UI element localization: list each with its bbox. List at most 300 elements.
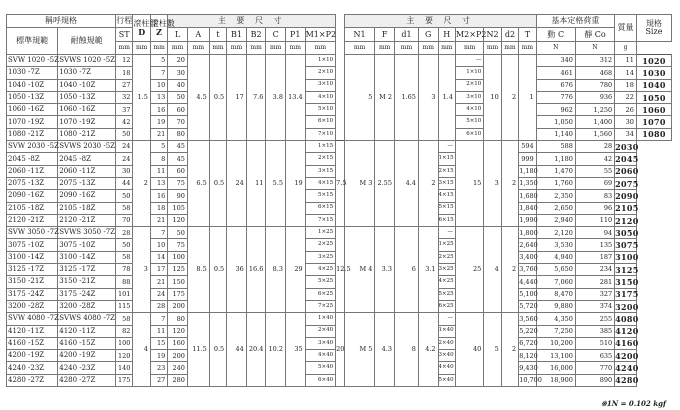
dim-b1-cell: 24: [227, 141, 247, 227]
standard-model-cell: 2045 -8Z: [7, 153, 58, 165]
unit-cell: mm: [519, 42, 536, 55]
dim-p1-cell: 35: [285, 313, 305, 387]
standard-model-cell: 2090 -16Z: [7, 190, 58, 202]
dim-m2p2-cell: 1×40: [438, 325, 455, 337]
dim-m1p2-cell: 4×25: [305, 264, 336, 276]
corrosion-model-cell: 2045 -8Z: [58, 153, 116, 165]
size-code-cell: 1030: [636, 67, 671, 79]
standard-model-cell: 1080 -21Z: [7, 128, 58, 140]
ball-count-cell: 7: [150, 227, 167, 239]
spec-group: [7, 141, 672, 227]
dim-l-cell: 50: [168, 91, 188, 103]
ball-count-cell: 7: [150, 313, 167, 325]
corrosion-model-cell: 2090 -16Z: [58, 190, 116, 202]
corrosion-model-cell: 2060 -11Z: [58, 165, 116, 177]
dim-b2-header: B2: [246, 28, 266, 42]
spec-group: [7, 55, 672, 141]
dim-m1p2-header: M1×P2: [305, 28, 336, 42]
unit-cell: mm: [285, 42, 305, 55]
unit-cell: mm: [455, 42, 483, 55]
dim-b1-cell: 17: [227, 55, 247, 141]
ball-count-cell: 21: [150, 128, 167, 140]
dim-c-cell: 3.8: [266, 55, 286, 141]
dim-t-cell: 0.5: [209, 227, 226, 313]
size-code-cell: 1080: [636, 128, 671, 140]
corrosion-model-cell: SVWS 3050 -7Z: [58, 227, 116, 239]
static-load-cell: 312: [575, 55, 614, 67]
dim-l-cell: 75: [168, 239, 188, 251]
mass-cell: 11: [615, 55, 637, 67]
ball-count-cell: 10: [150, 239, 167, 251]
dim-n1-header: N1: [344, 28, 375, 42]
dynamic-load-cell: 5,720: [519, 300, 536, 312]
ball-count-symbol: Z: [156, 26, 163, 37]
stroke-cell: 101: [116, 288, 133, 300]
corrosion-model-cell: 3075 -10Z: [58, 239, 116, 251]
dim-d1-cell: 4.3: [375, 313, 395, 387]
corrosion-model-cell: 3100 -14Z: [58, 251, 116, 263]
ball-count-cell: 5: [150, 55, 167, 67]
spec-table: [6, 14, 672, 387]
main-dims-right-header: 主 要 尺 寸: [344, 15, 536, 28]
dim-l-cell: 40: [168, 79, 188, 91]
mass-cell: 255: [575, 313, 614, 325]
ball-count-cell: 8: [150, 153, 167, 165]
dynamic-load-cell: 1,840: [519, 202, 536, 214]
dim-m2p2-cell: 5×40: [438, 374, 455, 386]
dim-m1p2-cell: 6×10: [305, 116, 336, 128]
standard-model-cell: SVW 1020 -5Z: [7, 55, 58, 67]
unit-cell: mm: [344, 42, 375, 55]
dim-t-cell: 0.5: [209, 313, 226, 387]
dynamic-load-cell: 1,800: [519, 227, 536, 239]
dim-b2-cell: 16.6: [246, 227, 266, 313]
stroke-cell: 58: [116, 202, 133, 214]
dim-m2p2-cell: 3×25: [438, 264, 455, 276]
mass-cell: 770: [575, 362, 614, 374]
dim-m2p2-cell: 4×25: [438, 276, 455, 288]
dim-m1p2-cell: 4×10: [305, 91, 336, 103]
unit-cell: mm: [501, 42, 518, 55]
dim-b2-cell: 20.4: [246, 313, 266, 387]
ball-count-cell: 17: [150, 264, 167, 276]
ball-count-cell: 7: [150, 67, 167, 79]
static-symbol: Co: [594, 29, 606, 39]
dim-l-cell: 240: [168, 362, 188, 374]
mass-header: 質量: [615, 15, 637, 42]
stroke-cell: 44: [116, 177, 133, 189]
dim-t-cell: 0.5: [209, 141, 226, 227]
dim-m1p2-cell: 4×40: [305, 350, 336, 362]
static-load-cell: 5,650: [536, 264, 575, 276]
dim-l-cell: 280: [168, 374, 188, 386]
ball-dia-cell: 1.5: [133, 55, 150, 141]
ball-count-cell: 18: [150, 202, 167, 214]
stroke-cell: 50: [116, 239, 133, 251]
mass-cell: 96: [575, 202, 614, 214]
unit-cell: mm: [227, 42, 247, 55]
dim-d1-header: d1: [394, 28, 418, 42]
ball-count-cell: 27: [150, 374, 167, 386]
stroke-cell: 82: [116, 325, 133, 337]
size-code-cell: 3100: [615, 252, 639, 263]
dim-m2p2-cell: 5×25: [438, 288, 455, 300]
dynamic-load-cell: 5,100: [519, 288, 536, 300]
dim-m2p2-cell: —: [455, 55, 483, 67]
mass-cell: 34: [615, 128, 637, 140]
size-header: [636, 15, 671, 42]
dim-l-cell: 100: [168, 251, 188, 263]
unit-cell: N: [575, 42, 614, 55]
stroke-cell: 100: [116, 337, 133, 349]
unit-cell: mm: [375, 42, 395, 55]
standard-model-cell: SVW 2030 -5Z: [7, 141, 58, 153]
corrosion-model-cell: 2120 -21Z: [58, 214, 116, 226]
standard-model-cell: 3075 -10Z: [7, 239, 58, 251]
dim-m2p2-cell: —: [438, 227, 455, 239]
static-load-cell: 1,180: [536, 153, 575, 165]
ball-dia-symbol: D: [138, 26, 146, 37]
dim-n1-cell: 20: [336, 313, 345, 387]
dim-d1-cell: 2.55: [375, 141, 395, 227]
ball-count-cell: 13: [150, 91, 167, 103]
size-code-cell: 2045: [615, 154, 639, 165]
dim-f-cell: M 4: [344, 227, 375, 313]
size-code-cell: 4120: [615, 326, 639, 337]
dynamic-load-cell: 1,180: [519, 165, 536, 177]
static-load-cell: 468: [575, 67, 614, 79]
standard-model-cell: 3150 -21Z: [7, 276, 58, 288]
dim-d1-cell: 1.65: [394, 55, 418, 141]
unit-cell: N: [536, 42, 575, 55]
standard-model-cell: 4200 -19Z: [7, 350, 58, 362]
corrosion-model-cell: 4160 -15Z: [58, 337, 116, 349]
stroke-cell: 140: [116, 362, 133, 374]
dim-n2-cell: 25: [455, 227, 483, 313]
stroke-cell: 32: [116, 91, 133, 103]
series-name-header: 稱呼規格: [7, 15, 116, 28]
unit-cell: mm: [394, 42, 418, 55]
dim-m1p2-cell: 5×10: [305, 104, 336, 116]
dim-n2-cell: 15: [455, 141, 483, 227]
dim-m1p2-cell: 2×25: [305, 239, 336, 251]
dim-c-cell: 10.2: [266, 313, 286, 387]
static-load-cell: 3,530: [536, 239, 575, 251]
dim-m2p2-cell: 1×15: [438, 153, 455, 165]
corrosion-model-cell: SVWS 4080 -7Z: [58, 313, 116, 325]
dim-b2-cell: 11: [246, 141, 266, 227]
dim-m1p2-cell: 2×15: [305, 153, 336, 165]
corrosion-spec-header: 耐蝕規範: [58, 28, 116, 55]
dim-l-cell: 20: [168, 55, 188, 67]
dim-a-header: A: [187, 28, 209, 42]
corrosion-model-cell: 1040 -10Z: [58, 79, 116, 91]
size-label-en: Size: [645, 27, 663, 36]
dim-l-cell: 80: [168, 128, 188, 140]
size-code-cell: 3075: [615, 240, 639, 251]
table-row: [7, 313, 672, 325]
dim-g-cell: 4.4: [394, 141, 418, 227]
unit-cell: mm: [187, 42, 209, 55]
static-load-cell: 780: [575, 79, 614, 91]
standard-model-cell: 1070 -19Z: [7, 116, 58, 128]
size-code-cell: 2120: [615, 215, 639, 226]
dim-n1-cell: 5: [344, 55, 375, 141]
dynamic-load-cell: 8,120: [519, 350, 536, 362]
mass-cell: 28: [575, 141, 614, 153]
standard-model-cell: 4280 -27Z: [7, 374, 58, 386]
dim-m2p2-cell: 2×40: [438, 337, 455, 349]
unit-cell: mm: [266, 42, 286, 55]
dim-p1-cell: 29: [285, 227, 305, 313]
dim-p1-cell: 19: [285, 141, 305, 227]
column-gap-body: [336, 55, 345, 141]
stroke-cell: 24: [116, 141, 133, 153]
size-code-cell: 1050: [636, 91, 671, 103]
dim-m1p2-cell: 1×15: [305, 141, 336, 153]
dim-m1p2-cell: 7×15: [305, 214, 336, 226]
dim-p1-cell: 13.4: [285, 55, 305, 141]
dynamic-load-cell: 3,760: [519, 264, 536, 276]
static-load-cell: 2,940: [536, 214, 575, 226]
dynamic-load-cell: 5,220: [519, 325, 536, 337]
dim-a-cell: 8.5: [187, 227, 209, 313]
static-load-header: [575, 28, 614, 42]
dim-l-cell: 120: [168, 325, 188, 337]
dim-m2p2-cell: —: [438, 141, 455, 153]
dynamic-symbol: C: [557, 29, 565, 39]
ball-count-cell: 21: [150, 214, 167, 226]
ball-count-cell: 19: [150, 350, 167, 362]
dim-t2-cell: 2: [501, 227, 518, 313]
dim-l-cell: 120: [168, 214, 188, 226]
dim-h-cell: 1.4: [438, 55, 455, 141]
ball-count-cell: 19: [150, 116, 167, 128]
stroke-cell: 115: [116, 300, 133, 312]
dynamic-load-cell: 3,400: [519, 251, 536, 263]
stroke-cell: 37: [116, 104, 133, 116]
size-code-cell: 2105: [615, 203, 639, 214]
dim-d1-cell: 3.3: [375, 227, 395, 313]
dim-m2p2-cell: 4×40: [438, 362, 455, 374]
dim-t2-cell: 2: [501, 141, 518, 227]
mass-cell: 110: [575, 214, 614, 226]
stroke-cell: 58: [116, 251, 133, 263]
unit-cell: mm: [150, 42, 167, 55]
dynamic-load-cell: 1,680: [519, 190, 536, 202]
dim-m2p2-cell: 3×15: [438, 177, 455, 189]
dim-l-cell: 45: [168, 141, 188, 153]
ball-count-cell: 23: [150, 362, 167, 374]
dim-b1-header: B1: [227, 28, 247, 42]
dim-n1-cell: 7.5: [336, 141, 345, 227]
stroke-cell: 50: [116, 190, 133, 202]
dim-l-cell: 200: [168, 300, 188, 312]
dynamic-load-cell: 999: [519, 153, 536, 165]
dim-m1p2-cell: 1×10: [305, 55, 336, 67]
size-label: 規格: [645, 19, 662, 28]
dim-g-cell: 6: [394, 227, 418, 313]
size-code-cell: 2060: [615, 166, 639, 177]
corrosion-model-cell: 1080 -21Z: [58, 128, 116, 140]
corrosion-model-cell: SVWS 1020 -5Z: [58, 55, 116, 67]
mass-cell: 42: [575, 153, 614, 165]
standard-model-cell: SVW 3050 -7Z: [7, 227, 58, 239]
main-dims-left-header: 主 要 尺 寸: [168, 15, 336, 28]
stroke-cell: 120: [116, 350, 133, 362]
unit-cell: g: [615, 42, 637, 55]
dynamic-load-cell: 4,440: [519, 276, 536, 288]
mass-cell: 83: [575, 190, 614, 202]
corrosion-model-cell: 2105 -18Z: [58, 202, 116, 214]
dim-l-cell: 175: [168, 288, 188, 300]
dim-c-header: C: [266, 28, 286, 42]
dim-h-header: H: [438, 28, 455, 42]
dynamic-load-cell: 2,640: [519, 239, 536, 251]
corrosion-model-cell: 3200 -28Z: [58, 300, 116, 312]
corrosion-model-cell: 4240 -23Z: [58, 362, 116, 374]
dim-a-cell: 6.5: [187, 141, 209, 227]
standard-model-cell: 1050 -13Z: [7, 91, 58, 103]
dim-b1-cell: 36: [227, 227, 247, 313]
dim-m2p2-cell: 4×15: [438, 190, 455, 202]
dim-l-cell: 125: [168, 264, 188, 276]
size-code-cell: 4200: [615, 350, 639, 361]
standard-model-cell: SVW 4080 -7Z: [7, 313, 58, 325]
dim-l-cell: 90: [168, 190, 188, 202]
ball-dia-cell: 2: [133, 141, 150, 227]
ball-count-cell: 16: [150, 104, 167, 116]
dynamic-load-cell: 962: [536, 104, 575, 116]
dim-l-cell: 60: [168, 104, 188, 116]
dim-m1p2-cell: 2×10: [305, 67, 336, 79]
ball-count-cell: 21: [150, 276, 167, 288]
mass-cell: 135: [575, 239, 614, 251]
corrosion-model-cell: 1030 -7Z: [58, 67, 116, 79]
static-load-cell: 8,470: [536, 288, 575, 300]
dim-l-cell: 45: [168, 153, 188, 165]
stroke-cell: 78: [116, 264, 133, 276]
static-load-cell: 2,650: [536, 202, 575, 214]
dim-m1p2-cell: 7×25: [305, 300, 336, 312]
dim-l-cell: 200: [168, 350, 188, 362]
dim-l-cell: 150: [168, 276, 188, 288]
dim-m1p2-cell: 3×15: [305, 165, 336, 177]
dim-m2p2-cell: 2×15: [438, 165, 455, 177]
dim-m1p2-cell: 1×25: [305, 227, 336, 239]
standard-model-cell: 2105 -18Z: [7, 202, 58, 214]
dim-m2p2-cell: 6×25: [438, 300, 455, 312]
ball-count-cell: 13: [150, 177, 167, 189]
dim-f-cell: M 2: [375, 55, 395, 141]
standard-model-cell: 3200 -28Z: [7, 300, 58, 312]
dim-c-cell: 5.5: [266, 141, 286, 227]
static-load-cell: 1,250: [575, 104, 614, 116]
dim-l-cell: 105: [168, 202, 188, 214]
dim-g-cell: 3: [418, 55, 438, 141]
ball-count-header: [150, 15, 175, 42]
standard-model-cell: 3175 -24Z: [7, 288, 58, 300]
mass-cell: 234: [575, 264, 614, 276]
size-code-cell: 2030: [615, 141, 639, 152]
dim-m1p2-cell: 5×40: [305, 362, 336, 374]
dynamic-load-cell: 676: [536, 79, 575, 91]
dim-g-header: G: [418, 28, 438, 42]
dynamic-load-cell: 1,990: [519, 214, 536, 226]
dim-a-cell: 4.5: [187, 55, 209, 141]
dynamic-load-cell: 6,720: [519, 337, 536, 349]
dynamic-load-cell: 9,430: [519, 362, 536, 374]
ball-count-cell: 14: [150, 251, 167, 263]
ball-count-cell: 24: [150, 288, 167, 300]
standard-model-cell: 3125 -17Z: [7, 264, 58, 276]
stroke-cell: 12: [116, 55, 133, 67]
ball-dia-label: 滾柱徑: [133, 18, 158, 28]
mass-cell: 890: [575, 374, 614, 386]
stroke-cell: 28: [116, 227, 133, 239]
size-code-cell: 4160: [615, 338, 639, 349]
dynamic-load-cell: 776: [536, 91, 575, 103]
load-rating-header: 基本定格荷重: [536, 15, 614, 28]
stroke-cell: 88: [116, 276, 133, 288]
spec-group: [7, 227, 672, 313]
dim-l-cell: 80: [168, 313, 188, 325]
dim-d2-header: d2: [501, 28, 518, 42]
dim-t2-header: T: [519, 28, 536, 42]
standard-model-cell: 2060 -11Z: [7, 165, 58, 177]
dim-m1p2-cell: 6×40: [305, 374, 336, 386]
stroke-cell: 30: [116, 165, 133, 177]
stroke-cell: 70: [116, 214, 133, 226]
size-code-cell: 3125: [615, 264, 639, 275]
corrosion-model-cell: 1070 -19Z: [58, 116, 116, 128]
dynamic-load-cell: 1,050: [536, 116, 575, 128]
dim-m2p2-cell: 5×10: [455, 116, 483, 128]
standard-model-cell: 1030 -7Z: [7, 67, 58, 79]
dim-h-cell: 4.2: [418, 313, 438, 387]
ball-count-cell: 10: [150, 79, 167, 91]
size-code-cell: 1020: [636, 55, 671, 67]
unit-cell: mm: [116, 42, 133, 55]
dim-c-cell: 8.3: [266, 227, 286, 313]
dim-h-cell: 2: [418, 141, 438, 227]
dim-m1p2-cell: 2×40: [305, 325, 336, 337]
unit-cell: mm: [246, 42, 266, 55]
static-load-cell: 18,900: [536, 374, 575, 386]
dim-m1p2-cell: 6×25: [305, 288, 336, 300]
stroke-cell: 50: [116, 128, 133, 140]
dim-m1p2-cell: 1×40: [305, 313, 336, 325]
static-load-cell: 9,880: [536, 300, 575, 312]
dim-m2p2-cell: —: [438, 313, 455, 325]
dim-b1-cell: 44: [227, 313, 247, 387]
dim-f-cell: M 3: [344, 141, 375, 227]
dim-m2p2-cell: 2×10: [455, 79, 483, 91]
dim-m2p2-cell: 4×10: [455, 104, 483, 116]
standard-model-cell: 4160 -15Z: [7, 337, 58, 349]
dim-d2-cell: 2: [501, 55, 518, 141]
stroke-symbol: ST: [116, 28, 133, 42]
ball-count-cell: 5: [150, 141, 167, 153]
dim-m2p2-header: M2×P2: [455, 28, 483, 42]
static-load-cell: 7,250: [536, 325, 575, 337]
dynamic-load-cell: 1,350: [519, 177, 536, 189]
stroke-cell: 42: [116, 116, 133, 128]
static-load-cell: 13,100: [536, 350, 575, 362]
mass-cell: 26: [615, 104, 637, 116]
mass-cell: 69: [575, 177, 614, 189]
dim-m2p2-cell: 2×25: [438, 251, 455, 263]
